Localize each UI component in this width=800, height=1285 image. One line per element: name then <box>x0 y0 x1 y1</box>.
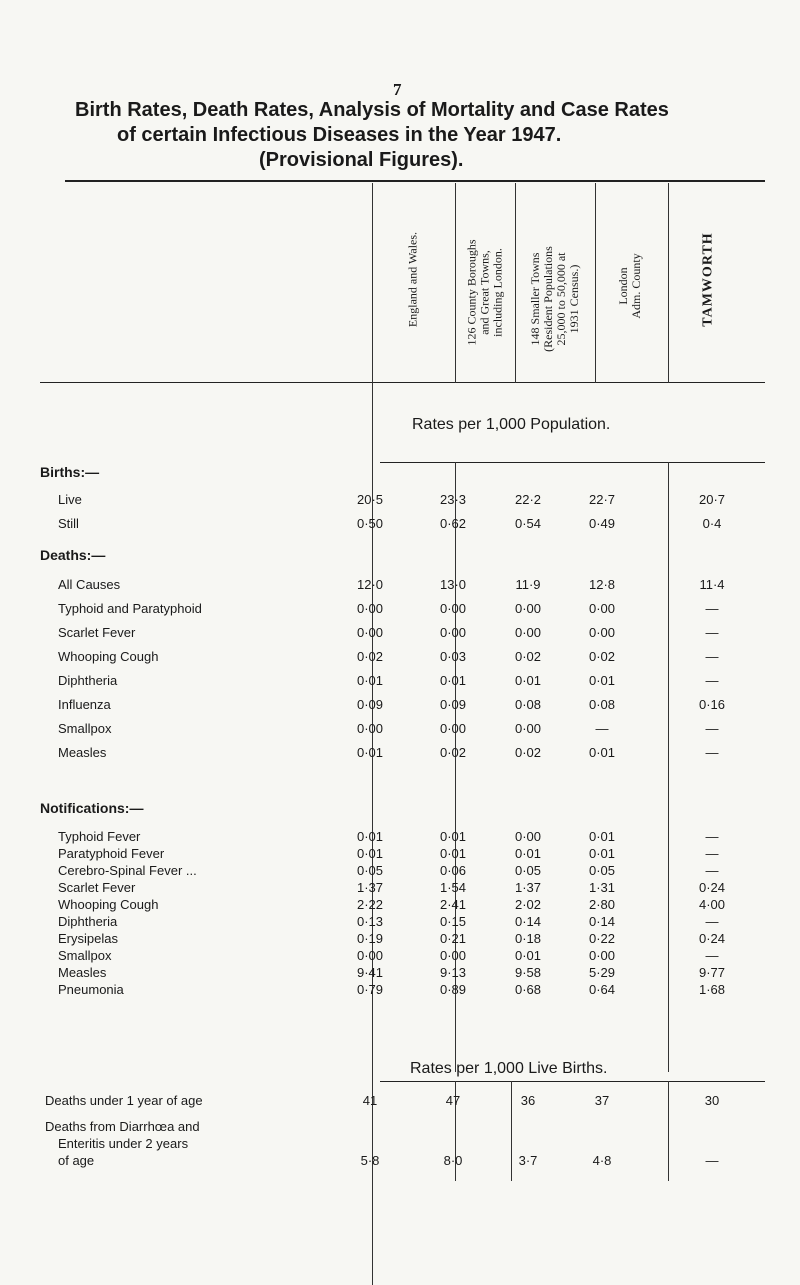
cell-scarlet_d-col1: 0·00 <box>356 625 384 640</box>
title-line-3: (Provisional Figures). <box>259 149 464 171</box>
row-label-scarlet-fever-notif: Scarlet Fever <box>58 880 136 895</box>
rates-header-population: Rates per 1,000 Population. <box>412 416 611 433</box>
cell-paratyphoid_n-col1: 0·01 <box>356 846 384 861</box>
cell-measles_n-col4: 5·29 <box>588 965 616 980</box>
row-label-diphtheria-notif: Diphtheria <box>58 914 118 929</box>
header-bottom-rule <box>40 382 765 383</box>
cell-under1-col4: 37 <box>594 1093 610 1108</box>
cell-paratyphoid_n-col4: 0·01 <box>588 846 616 861</box>
cell-influenza-col4: 0·08 <box>588 697 616 712</box>
cell-diarrhoea-col2: 8·0 <box>443 1153 463 1168</box>
col-sep-1 <box>455 462 456 1072</box>
cell-diphtheria_d-col3: 0·01 <box>514 673 542 688</box>
cell-erysipelas_n-col2: 0·21 <box>439 931 467 946</box>
cell-still-col5: 0·4 <box>702 516 722 531</box>
column-header-tamworth: TAMWORTH <box>700 232 716 327</box>
cell-influenza-col3: 0·08 <box>514 697 542 712</box>
cell-paratyphoid_n-col3: 0·01 <box>514 846 542 861</box>
cell-cerebro_n-col1: 0·05 <box>356 863 384 878</box>
cell-erysipelas_n-col4: 0·22 <box>588 931 616 946</box>
cell-typhoid_n-col3: 0·00 <box>514 829 542 844</box>
cell-diphtheria_n-col2: 0·15 <box>439 914 467 929</box>
cell-scarlet_n-col1: 1·37 <box>356 880 384 895</box>
column-header-london: London Adm. County <box>616 253 643 319</box>
row-label-whooping-cough-deaths: Whooping Cough <box>58 649 159 664</box>
cell-typhoid_n-col4: 0·01 <box>588 829 616 844</box>
cell-whooping_n-col5: 4·00 <box>698 897 726 912</box>
cell-scarlet_n-col5: 0·24 <box>698 880 726 895</box>
cell-smallpox_n-col5: — <box>705 948 719 963</box>
cell-still-col1: 0·50 <box>356 516 384 531</box>
cell-all_causes-col5: 11·4 <box>699 577 725 592</box>
cell-cerebro_n-col3: 0·05 <box>514 863 542 878</box>
cell-all_causes-col2: 13·0 <box>439 577 467 592</box>
cell-live-col4: 22·7 <box>588 492 616 507</box>
cell-all_causes-col3: 11·9 <box>515 577 541 592</box>
row-label-measles-deaths: Measles <box>58 745 107 760</box>
cell-influenza-col2: 0·09 <box>439 697 467 712</box>
cell-diphtheria_n-col1: 0·13 <box>356 914 384 929</box>
row-label-smallpox-notif: Smallpox <box>58 948 112 963</box>
cell-diphtheria_d-col5: — <box>705 673 719 688</box>
cell-measles_d-col5: — <box>705 745 719 760</box>
col-sep-4-foot <box>668 1081 669 1181</box>
cell-still-col4: 0·49 <box>588 516 616 531</box>
row-label-measles-notif: Measles <box>58 965 107 980</box>
cell-diphtheria_d-col2: 0·01 <box>439 673 467 688</box>
cell-diphtheria_n-col5: — <box>705 914 719 929</box>
cell-measles_n-col3: 9·58 <box>514 965 542 980</box>
cell-smallpox_d-col2: 0·00 <box>439 721 467 736</box>
cell-typhoid_n-col1: 0·01 <box>356 829 384 844</box>
col-sep-4-head <box>668 183 669 383</box>
cell-live-col3: 22·2 <box>514 492 542 507</box>
cell-cerebro_n-col5: — <box>705 863 719 878</box>
row-label-diarrhoea-line-1: Deaths from Diarrhœa and <box>45 1119 200 1134</box>
section-deaths: Deaths:— <box>40 547 106 563</box>
cell-measles_d-col1: 0·01 <box>356 745 384 760</box>
cell-measles_d-col2: 0·02 <box>439 745 467 760</box>
cell-pneumonia_n-col3: 0·68 <box>514 982 542 997</box>
col-sep-2-head <box>515 183 516 383</box>
column-header-county-boroughs: 126 County Boroughs and Great Towns, including London. <box>464 239 505 346</box>
cell-smallpox_n-col3: 0·01 <box>514 948 542 963</box>
cell-erysipelas_n-col5: 0·24 <box>698 931 726 946</box>
cell-measles_n-col2: 9·13 <box>439 965 467 980</box>
cell-typhoid_n-col2: 0·01 <box>439 829 467 844</box>
cell-pneumonia_n-col1: 0·79 <box>356 982 384 997</box>
cell-diphtheria_d-col1: 0·01 <box>356 673 384 688</box>
cell-whooping_d-col5: — <box>705 649 719 664</box>
cell-diarrhoea-col1: 5·8 <box>360 1153 380 1168</box>
cell-diarrhoea-col4: 4·8 <box>592 1153 612 1168</box>
cell-whooping_d-col3: 0·02 <box>514 649 542 664</box>
row-label-diphtheria-deaths: Diphtheria <box>58 673 118 688</box>
cell-still-col3: 0·54 <box>514 516 542 531</box>
row-label-smallpox-deaths: Smallpox <box>58 721 112 736</box>
cell-scarlet_n-col4: 1·31 <box>588 880 616 895</box>
cell-whooping_d-col4: 0·02 <box>588 649 616 664</box>
cell-smallpox_n-col4: 0·00 <box>588 948 616 963</box>
cell-cerebro_n-col2: 0·06 <box>439 863 467 878</box>
cell-smallpox_d-col3: 0·00 <box>514 721 542 736</box>
cell-whooping_n-col1: 2·22 <box>356 897 384 912</box>
row-label-erysipelas: Erysipelas <box>58 931 118 946</box>
cell-all_causes-col1: 12·0 <box>356 577 384 592</box>
row-label-all-causes: All Causes <box>58 577 121 592</box>
cell-typhoid_para-col1: 0·00 <box>356 601 384 616</box>
cell-diarrhoea-col5: — <box>705 1153 719 1168</box>
cell-live-col1: 20·5 <box>356 492 384 507</box>
cell-measles_d-col3: 0·02 <box>514 745 542 760</box>
row-label-pneumonia: Pneumonia <box>58 982 124 997</box>
cell-scarlet_d-col3: 0·00 <box>514 625 542 640</box>
row-label-scarlet-fever-deaths: Scarlet Fever <box>58 625 136 640</box>
cell-scarlet_d-col5: — <box>705 625 719 640</box>
cell-diarrhoea-col3: 3·7 <box>518 1153 538 1168</box>
col-sep-1-head <box>455 183 456 383</box>
cell-measles_d-col4: 0·01 <box>588 745 616 760</box>
column-header-smaller-towns: 148 Smaller Towns (Resident Populations 25,000 to 50,000 at 1931 Census.) <box>528 246 581 352</box>
cell-typhoid_para-col2: 0·00 <box>439 601 467 616</box>
cell-pneumonia_n-col4: 0·64 <box>588 982 616 997</box>
cell-cerebro_n-col4: 0·05 <box>588 863 616 878</box>
cell-diphtheria_n-col3: 0·14 <box>514 914 542 929</box>
cell-measles_n-col1: 9·41 <box>356 965 384 980</box>
cell-typhoid_para-col5: — <box>705 601 719 616</box>
cell-smallpox_n-col1: 0·00 <box>356 948 384 963</box>
cell-typhoid_n-col5: — <box>705 829 719 844</box>
title-line-2: of certain Infectious Diseases in the Year 1947. <box>117 124 562 146</box>
cell-under1-col5: 30 <box>704 1093 720 1108</box>
page-number: 7 <box>393 80 402 99</box>
row-label-paratyphoid-fever: Paratyphoid Fever <box>58 846 165 861</box>
cell-live-col5: 20·7 <box>698 492 726 507</box>
cell-smallpox_n-col2: 0·00 <box>439 948 467 963</box>
col-sep-3-head <box>595 183 596 383</box>
cell-whooping_d-col2: 0·03 <box>439 649 467 664</box>
row-label-diarrhoea-line-2: Enteritis under 2 years <box>58 1136 189 1151</box>
cell-live-col2: 23·3 <box>439 492 467 507</box>
row-label-live: Live <box>58 492 82 507</box>
cell-erysipelas_n-col3: 0·18 <box>514 931 542 946</box>
row-label-cerebro-spinal-fever: Cerebro-Spinal Fever ... <box>58 863 197 878</box>
section-births: Births:— <box>40 464 100 480</box>
title-line-1: Birth Rates, Death Rates, Analysis of Mortality and Case Rates <box>75 99 669 121</box>
cell-whooping_d-col1: 0·02 <box>356 649 384 664</box>
column-header-england-wales: England and Wales. <box>405 231 420 328</box>
cell-scarlet_n-col2: 1·54 <box>439 880 467 895</box>
rates-rule-2 <box>380 1081 765 1082</box>
cell-all_causes-col4: 12·8 <box>588 577 616 592</box>
cell-under1-col2: 47 <box>445 1093 461 1108</box>
row-label-influenza: Influenza <box>58 697 111 712</box>
cell-whooping_n-col2: 2·41 <box>439 897 467 912</box>
cell-scarlet_d-col2: 0·00 <box>439 625 467 640</box>
col-sep-4 <box>668 462 669 1072</box>
cell-still-col2: 0·62 <box>439 516 467 531</box>
cell-under1-col1: 41 <box>362 1093 378 1108</box>
cell-typhoid_para-col3: 0·00 <box>514 601 542 616</box>
rates-rule-1 <box>380 462 765 463</box>
row-label-deaths-under-1: Deaths under 1 year of age <box>45 1093 203 1108</box>
row-label-typhoid-fever: Typhoid Fever <box>58 829 141 844</box>
cell-scarlet_d-col4: 0·00 <box>588 625 616 640</box>
cell-smallpox_d-col5: — <box>705 721 719 736</box>
cell-smallpox_d-col4: — <box>595 721 609 736</box>
row-label-diarrhoea-line-3: of age <box>58 1153 95 1168</box>
cell-pneumonia_n-col5: 1·68 <box>698 982 726 997</box>
rates-header-live-births: Rates per 1,000 Live Births. <box>410 1060 608 1077</box>
cell-whooping_n-col3: 2·02 <box>514 897 542 912</box>
row-label-whooping-cough-notif: Whooping Cough <box>58 897 159 912</box>
cell-under1-col3: 36 <box>520 1093 536 1108</box>
cell-measles_n-col5: 9·77 <box>698 965 726 980</box>
cell-paratyphoid_n-col5: — <box>705 846 719 861</box>
cell-influenza-col1: 0·09 <box>356 697 384 712</box>
cell-pneumonia_n-col2: 0·89 <box>439 982 467 997</box>
cell-erysipelas_n-col1: 0·19 <box>356 931 384 946</box>
cell-scarlet_n-col3: 1·37 <box>514 880 542 895</box>
cell-whooping_n-col4: 2·80 <box>588 897 616 912</box>
cell-smallpox_d-col1: 0·00 <box>356 721 384 736</box>
cell-paratyphoid_n-col2: 0·01 <box>439 846 467 861</box>
row-label-typhoid-paratyphoid: Typhoid and Paratyphoid <box>58 601 202 616</box>
section-notifications: Notifications:— <box>40 800 144 816</box>
cell-diphtheria_d-col4: 0·01 <box>588 673 616 688</box>
cell-diphtheria_n-col4: 0·14 <box>588 914 616 929</box>
cell-typhoid_para-col4: 0·00 <box>588 601 616 616</box>
cell-influenza-col5: 0·16 <box>698 697 726 712</box>
row-label-still: Still <box>58 516 79 531</box>
